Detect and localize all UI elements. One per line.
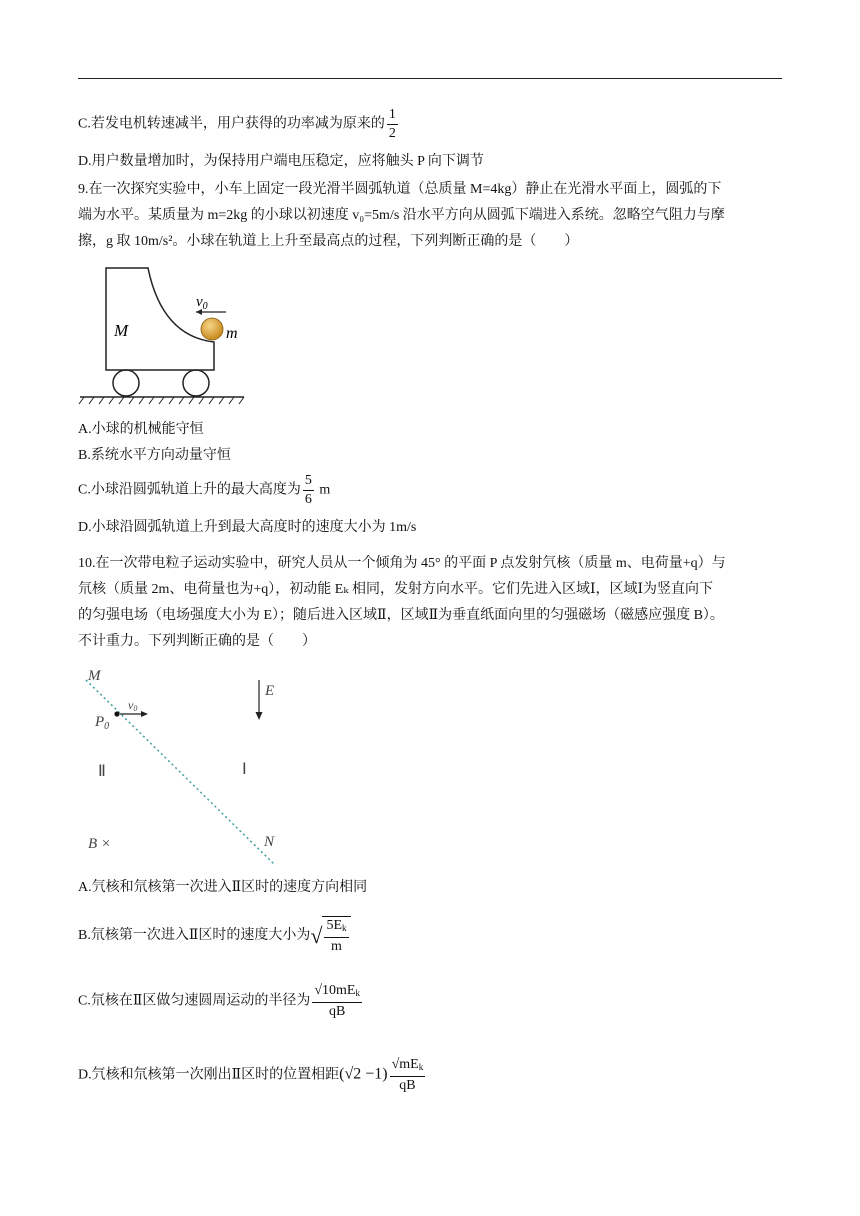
q10-option-b: B.氘核第一次进入Ⅱ区时的速度大小为√ $\frac{5E_k}{m}$	[78, 916, 351, 956]
q9-stem-line2: 端为水平。某质量为 m=2kg 的小球以初速度 v₀=5m/s 沿水平方向从圆弧下端进入系统。忽略空气阻力与摩	[78, 208, 725, 223]
header-rule	[78, 78, 782, 79]
label-M: M	[114, 321, 129, 340]
fraction: $\frac{√10mE_k}{qB}$	[314, 983, 360, 1019]
label-E: E	[265, 683, 275, 699]
q8-option-c: C.若发电机转速减半，用户获得的功率减为原来的 $\frac{1}{2}$	[78, 107, 396, 141]
fraction: $\frac{1}{2}$	[388, 107, 396, 141]
ball	[201, 318, 223, 340]
q10-option-a: A.氕核和氘核第一次进入Ⅱ区时的速度方向相同	[78, 880, 368, 895]
q10-stem-line4: 不计重力。下列判断正确的是（ ）	[78, 634, 316, 649]
label-M: M	[88, 668, 101, 684]
q9-cart-figure	[78, 262, 248, 410]
label-v0: $v_0$	[196, 294, 208, 312]
q9-option-c: C.小球沿圆弧轨道上升的最大高度为 $\frac{5}{6}$ m	[78, 473, 331, 507]
fraction: $\frac{√mE_k}{qB}$	[391, 1057, 424, 1093]
q9-option-d: D.小球沿圆弧轨道上升到最大高度时的速度大小为 1m/s	[78, 520, 417, 535]
q9-stem-line1: 9.在一次探究实验中，小车上固定一段光滑半圆弧轨道（总质量 M=4kg）静止在光滑水平面上，圆弧的下	[78, 182, 722, 197]
q10-stem-line1: 10.在一次带电粒子运动实验中，研究人员从一个倾角为 45° 的平面 P 点发射氕核（质量 m、电荷量+q）与	[78, 556, 726, 571]
label-v0: v0	[128, 698, 138, 713]
q9-option-a: A.小球的机械能守恒	[78, 422, 204, 437]
label-region-I: Ⅰ	[242, 761, 247, 778]
q9-stem-line3: 擦，g 取 10m/s²。小球在轨道上上升至最高点的过程，下列判断正确的是（ ）	[78, 234, 579, 249]
q10-field-figure	[78, 660, 298, 870]
label-region-II: Ⅱ	[98, 763, 106, 780]
label-B-into-page: B ×	[88, 836, 112, 852]
q10-stem-line3: 的匀强电场（电场强度大小为 E）；随后进入区域Ⅱ，区域Ⅱ为垂直纸面向里的匀强磁场（磁感应强度 B）。	[78, 608, 724, 623]
q8-option-d: D.用户数量增加时，为保持用户端电压稳定，应将触头 P 向下调节	[78, 154, 484, 169]
fraction: $\frac{5}{6}$	[304, 473, 312, 507]
point-P0	[114, 711, 119, 716]
q9-option-b: B.系统水平方向动量守恒	[78, 448, 231, 463]
label-N: N	[264, 834, 275, 850]
q10-option-d: D.氕核和氘核第一次刚出Ⅱ区时的位置相距(√2 −1) $\frac{√mE_k}{qB}$	[78, 1057, 424, 1093]
label-m: m	[226, 325, 238, 342]
label-P0: $P_0$	[95, 714, 110, 732]
q10-stem-line2: 氘核（质量 2m、电荷量也为+q），初动能 Eₖ 相同，发射方向水平。它们先进入区域Ⅰ，区域Ⅰ为竖直向下	[78, 582, 714, 597]
radical: √ $\frac{5E_k}{m}$	[310, 916, 350, 956]
q10-option-c: C.氘核在Ⅱ区做匀速圆周运动的半径为 $\frac{√10mE_k}{qB}$	[78, 983, 360, 1019]
